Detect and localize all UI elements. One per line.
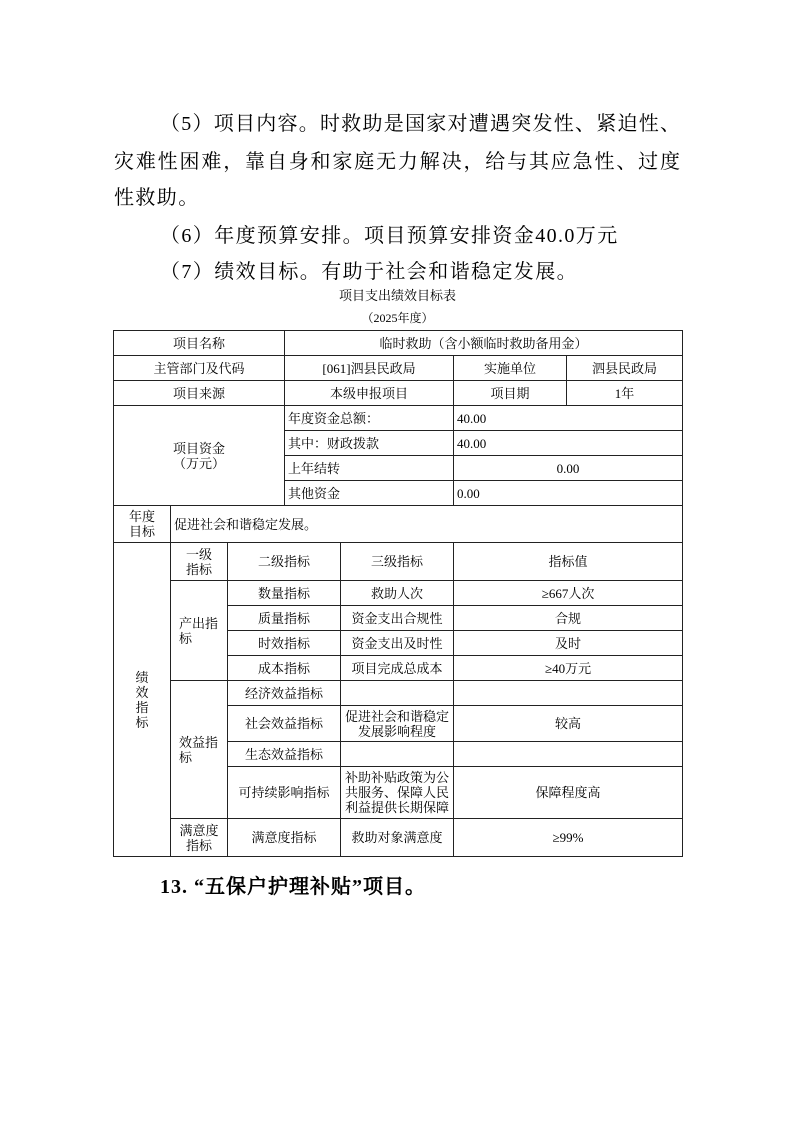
satisfaction-label-cell bbox=[171, 819, 228, 857]
paragraph-5-line-3: 性救助。 bbox=[114, 187, 200, 209]
indicator-level3: 资金支出及时性 bbox=[341, 631, 454, 656]
indicator-level3-cell bbox=[341, 767, 454, 819]
implementer-label: 实施单位 bbox=[454, 356, 567, 381]
indicator-level2: 生态效益指标 bbox=[228, 742, 341, 767]
indicator-level2: 数量指标 bbox=[228, 581, 341, 606]
table-row bbox=[114, 581, 683, 606]
paragraph-5-line-1: （5）项目内容。时救助是国家对遭遇突发性、紧迫性、 bbox=[160, 113, 680, 135]
indicator-value: ≥667人次 bbox=[454, 581, 683, 606]
indicators-label: 绩效指标 bbox=[135, 669, 149, 730]
indicator-level3: 资金支出合规性 bbox=[341, 606, 454, 631]
funds-label-cell bbox=[114, 406, 285, 506]
funds-row-label: 其他资金 bbox=[285, 481, 454, 506]
row-project-name bbox=[114, 331, 683, 356]
header-level1: 一级指标 bbox=[185, 546, 212, 577]
indicator-level3-cell bbox=[341, 706, 454, 742]
header-level2: 二级指标 bbox=[228, 543, 341, 581]
indicator-level2: 社会效益指标 bbox=[228, 706, 341, 742]
row-annual-goal bbox=[114, 506, 683, 543]
implementer-value: 泗县民政局 bbox=[567, 356, 683, 381]
funds-label: 项目资金（万元） bbox=[172, 440, 225, 471]
satisfaction-label: 满意度指标 bbox=[179, 822, 219, 853]
table-year: （2025年度） bbox=[361, 311, 434, 325]
department-value: [061]泗县民政局 bbox=[285, 356, 454, 381]
output-label: 产出指标 bbox=[179, 615, 219, 646]
indicator-value: 合规 bbox=[454, 606, 683, 631]
indicator-value bbox=[454, 681, 683, 706]
project-name-label: 项目名称 bbox=[114, 331, 285, 356]
source-label: 项目来源 bbox=[114, 381, 285, 406]
period-label: 项目期 bbox=[454, 381, 567, 406]
indicator-level3: 补助补贴政策为公共服务、保障人民利益提供长期保障 bbox=[344, 770, 449, 815]
indicator-level2: 成本指标 bbox=[228, 656, 341, 681]
funds-row-label: 上年结转 bbox=[285, 456, 454, 481]
funds-row-value: 0.00 bbox=[454, 481, 683, 506]
header-level3: 三级指标 bbox=[341, 543, 454, 581]
indicator-level3 bbox=[341, 742, 454, 767]
funds-row-label: 其中：财政拨款 bbox=[285, 431, 454, 456]
source-value: 本级申报项目 bbox=[285, 381, 454, 406]
row-indicator-header bbox=[114, 543, 683, 581]
indicator-level2: 经济效益指标 bbox=[228, 681, 341, 706]
funds-row-value: 40.00 bbox=[454, 431, 683, 456]
indicator-value: 较高 bbox=[454, 706, 683, 742]
table-title: 项目支出绩效目标表 bbox=[338, 288, 456, 303]
indicator-value bbox=[454, 742, 683, 767]
funds-row-value: 40.00 bbox=[454, 406, 683, 431]
paragraph-6: （6）年度预算安排。项目预算安排资金40.0万元 bbox=[160, 225, 619, 247]
row-department bbox=[114, 356, 683, 381]
benefit-label: 效益指标 bbox=[179, 734, 219, 765]
indicator-level2: 可持续影响指标 bbox=[228, 767, 341, 819]
indicator-level3: 救助对象满意度 bbox=[341, 819, 454, 857]
indicator-level2: 满意度指标 bbox=[228, 819, 341, 857]
row-funds-total bbox=[114, 406, 683, 431]
period-value: 1年 bbox=[567, 381, 683, 406]
table-row bbox=[114, 819, 683, 857]
output-label-cell bbox=[171, 581, 228, 681]
indicator-level2: 时效指标 bbox=[228, 631, 341, 656]
department-label: 主管部门及代码 bbox=[114, 356, 285, 381]
benefit-label-cell bbox=[171, 681, 228, 819]
indicator-level3: 救助人次 bbox=[341, 581, 454, 606]
performance-target-table bbox=[113, 330, 683, 857]
indicator-level2: 质量指标 bbox=[228, 606, 341, 631]
annual-goal-label-cell bbox=[114, 506, 171, 543]
paragraph-5-line-2: 灾难性困难，靠自身和家庭无力解决，给与其应急性、过度 bbox=[114, 151, 680, 173]
indicator-level3 bbox=[341, 681, 454, 706]
funds-row-label: 年度资金总额： bbox=[285, 406, 454, 431]
indicators-label-cell bbox=[114, 543, 171, 857]
paragraph-7: （7）绩效目标。有助于社会和谐稳定发展。 bbox=[160, 261, 578, 283]
annual-goal-value: 促进社会和谐稳定发展。 bbox=[171, 506, 683, 543]
funds-row-value: 0.00 bbox=[454, 456, 683, 481]
indicator-value: 保障程度高 bbox=[454, 767, 683, 819]
row-source bbox=[114, 381, 683, 406]
header-level1-cell bbox=[171, 543, 228, 581]
header-value: 指标值 bbox=[454, 543, 683, 581]
indicator-level3: 促进社会和谐稳定发展影响程度 bbox=[344, 708, 449, 739]
indicator-level3: 项目完成总成本 bbox=[341, 656, 454, 681]
annual-goal-label: 年度目标 bbox=[128, 509, 155, 539]
indicator-value: ≥99% bbox=[454, 819, 683, 857]
project-name-value: 临时救助（含小额临时救助备用金） bbox=[285, 331, 683, 356]
indicator-value: 及时 bbox=[454, 631, 683, 656]
table-row bbox=[114, 681, 683, 706]
indicator-value: ≥40万元 bbox=[454, 656, 683, 681]
next-section-heading: 13. “五保户护理补贴”项目。 bbox=[160, 876, 426, 898]
